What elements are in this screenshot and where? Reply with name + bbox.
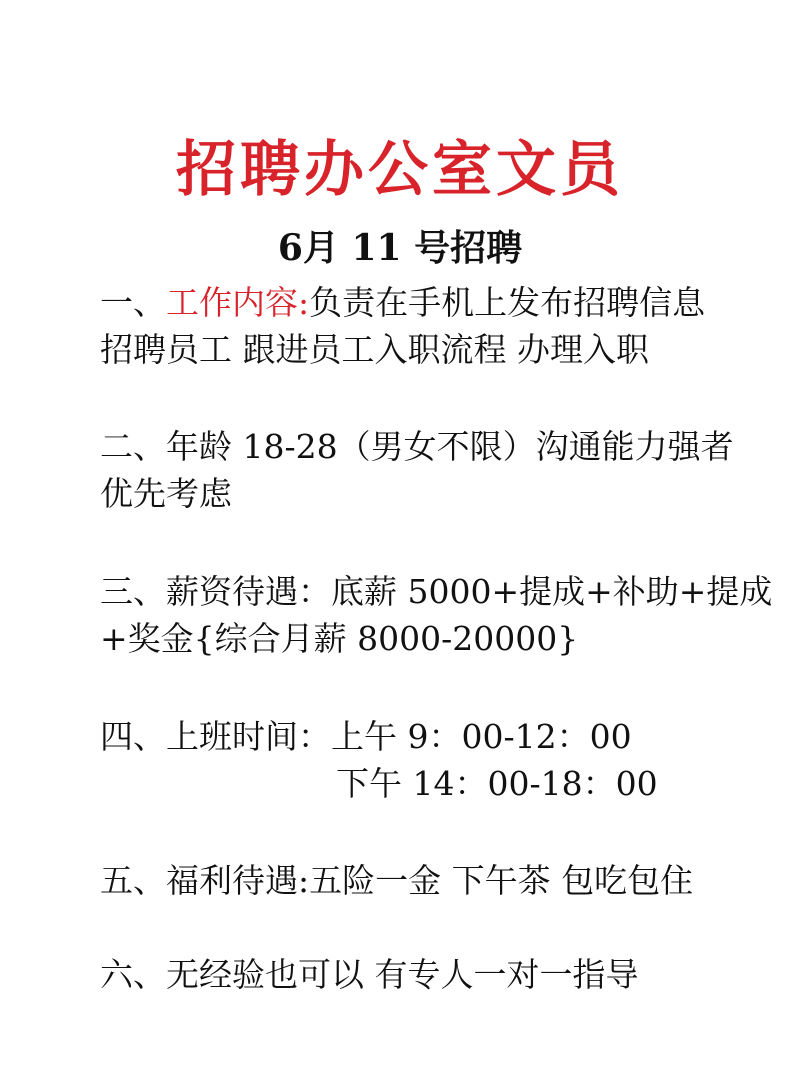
item-1-line-1 <box>100 281 705 325</box>
item-1-text: 负责在手机上发布招聘信息 <box>309 283 706 322</box>
item-6-line-1: 六、无经验也可以 有专人一对一指导 <box>100 955 639 994</box>
recruit-date: 6月 11 号招聘 <box>277 227 523 269</box>
item-1-label: 工作内容: <box>166 283 310 322</box>
poster-title: 招聘办公室文员 <box>176 135 624 205</box>
item-2-line-2: 优先考虑 <box>100 474 232 513</box>
item-1-line-2: 招聘员工 跟进员工入职流程 办理入职 <box>100 330 649 369</box>
item-1-prefix: 一、 <box>100 283 166 322</box>
item-4-line-1: 四、上班时间：上午 9：00-12：00 <box>100 717 632 756</box>
item-5-line-1: 五、福利待遇:五险一金 下午茶 包吃包住 <box>100 861 694 900</box>
item-3-line-1: 三、薪资待遇：底薪 5000+提成+补助+提成 <box>100 572 773 611</box>
item-3-line-2: +奖金{综合月薪 8000-20000} <box>100 619 579 658</box>
item-4-line-2: 下午 14：00-18：00 <box>336 764 658 803</box>
item-2-line-1: 二、年龄 18-28（男女不限）沟通能力强者 <box>100 427 734 466</box>
